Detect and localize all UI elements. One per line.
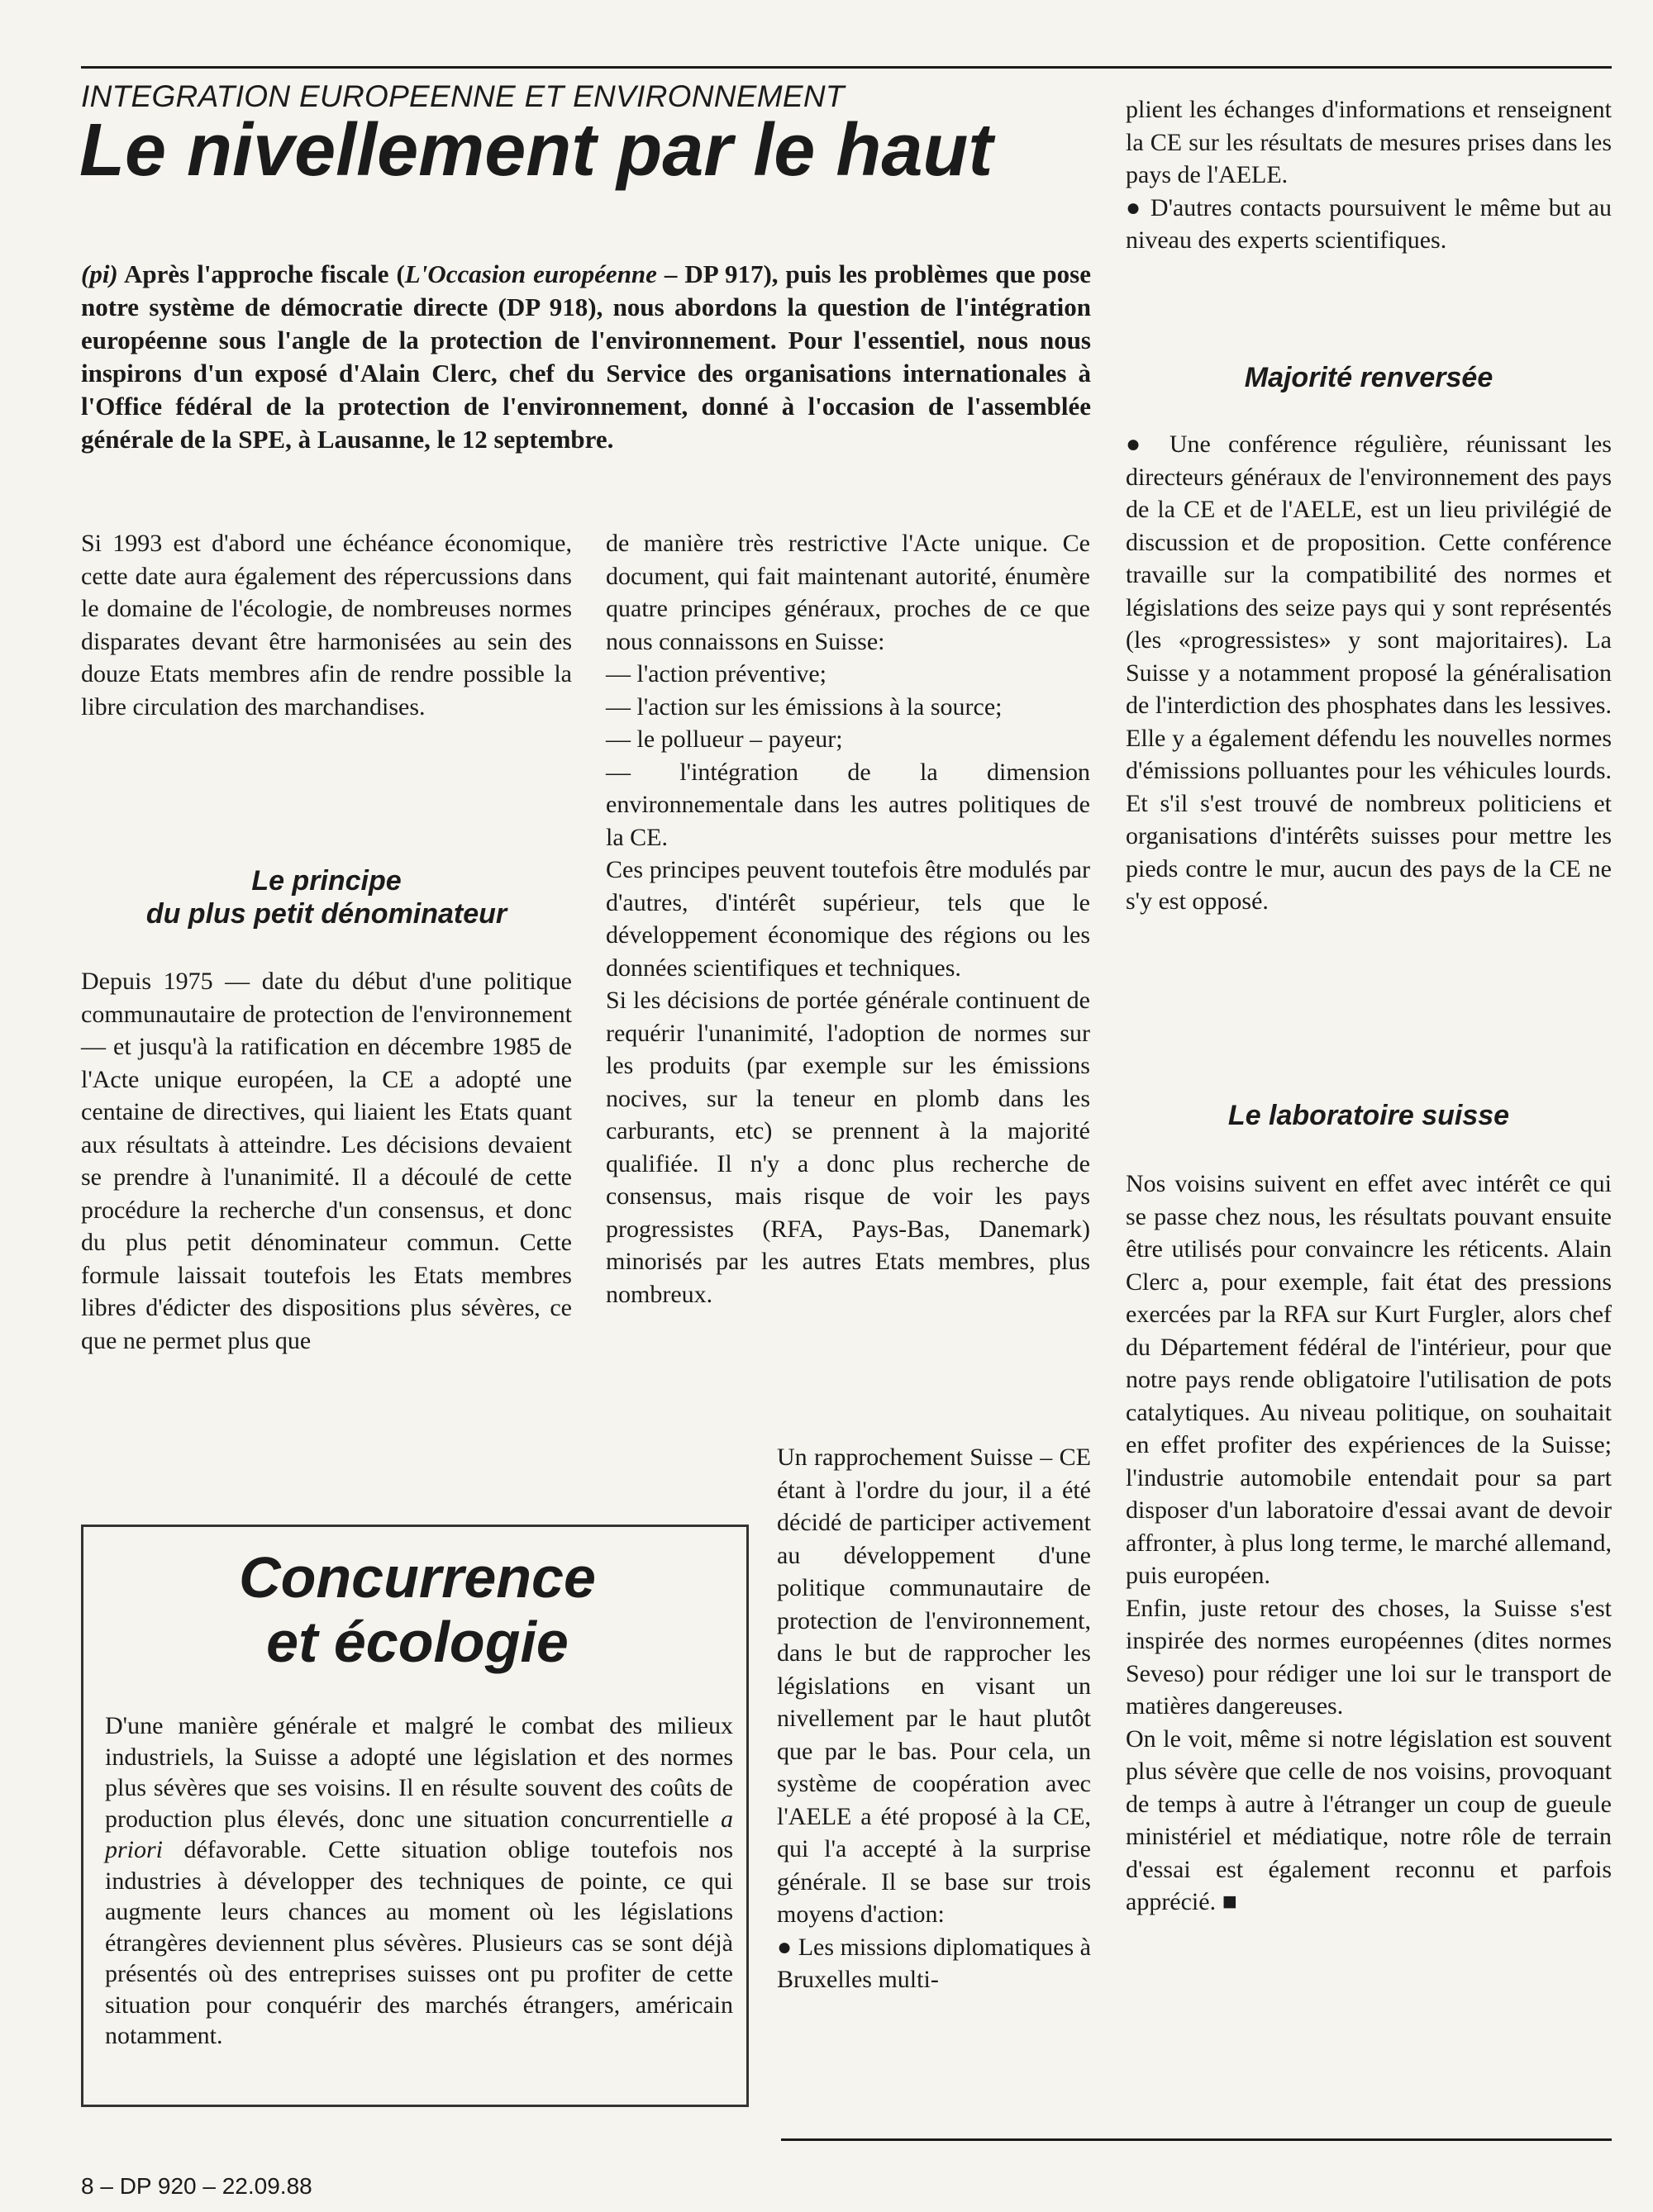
box-title-line: Concurrence (239, 1545, 596, 1610)
column-3-bottom (1126, 1168, 1612, 1919)
paragraph: de manière très restrictive l'Acte unique. Ce document, qui fait maintenant autorité, énumère quatre principes généraux, proches de ce que nous connaissons en Suisse: (606, 530, 1090, 655)
column-2 (606, 527, 1090, 1311)
column-2-continuation (777, 1441, 1091, 1996)
column-1-bottom (81, 965, 572, 1357)
box-title-line: et écologie (266, 1610, 569, 1674)
subheading-line: du plus petit dénominateur (145, 898, 507, 930)
lead-byline: (pi) (81, 259, 118, 288)
box-body (105, 1710, 733, 2052)
column-1-top (81, 527, 572, 723)
kicker: INTEGRATION EUROPEENNE ET ENVIRONNEMENT (81, 79, 845, 113)
paragraph: ● Une conférence régulière, réunissant les directeurs généraux de l'environnement des pays de la CE et de l'AELE, est un lieu privilégié de discussion et de proposition. Cette conférence travaille sur la compatibilité des normes et législations des seize pays qui y sont représentés (les «progressistes» y sont majoritaires). La Suisse y a notamment proposé la généralisation de l'interdiction des phosphates dans les lessives. Elle y a également défendu les nouvelles normes d'émissions polluantes pour les véhicules lourds. Et s'il s'est trouvé de nombreux politiciens et organisations d'intérêts suisses pour mettre les pieds contre le mur, aucun des pays de la CE ne s'y est opposé. (1126, 431, 1612, 915)
page-footer: 8 – DP 920 – 22.09.88 (81, 2173, 312, 2199)
list-item: — l'intégration de la dimension environnementale dans les autres politiques de la CE. (606, 758, 1090, 851)
sidebar-box (81, 1525, 749, 2107)
lead-ref-title: L'Occasion européenne (404, 259, 657, 288)
paragraph: Ces principes peuvent toutefois être modulés par d'autres, d'intérêt supérieur, tels que le développement économique des régions ou les données scientifiques et techniques. (606, 856, 1090, 982)
column-3-middle (1126, 428, 1612, 918)
paragraph: Enfin, juste retour des choses, la Suisse s'est inspirée des normes européennes (dites normes Seveso) pour rédiger une loi sur le transport de matières dangereuses. (1126, 1594, 1612, 1720)
lead-text-1: Après l'approche fiscale ( (117, 259, 405, 288)
box-text-1: D'une manière générale et malgré le combat des milieux industriels, la Suisse a adopté une législation et des normes plus sévères que ses voisins. Il en résulte souvent des coûts de production plus élevés, donc une situation concurrentielle (105, 1712, 733, 1833)
list-item: — le pollueur – payeur; (606, 725, 843, 753)
paragraph: Si 1993 est d'abord une échéance économique, cette date aura également des répercussions dans le domaine de l'écologie, de nombreuses normes disparates devant être harmonisées au sein des douze Etats membres afin de rendre possible la libre circulation des marchandises. (81, 530, 572, 721)
headline: Le nivellement par le haut (79, 109, 993, 192)
top-rule (81, 66, 1612, 69)
lead-text-2: – DP 917), puis les problèmes que pose notre système de démocratie directe (DP 918), nous abordons la question de l'intégration européenne sous l'angle de la protection de l'environnement. Pour l'essentiel, nous nous inspirons d'un exposé d'Alain Clerc, chef du Service des organisations internationales à l'Office fédéral de la protection de l'environnement, donné à l'occasion de l'assemblée générale de la SPE, à Lausanne, le 12 septembre. (81, 259, 1091, 454)
paragraph: plient les échanges d'informations et renseignent la CE sur les résultats de mesures prises dans les pays de l'AELE. (1126, 96, 1612, 188)
subheading-laboratoire: Le laboratoire suisse (1227, 1100, 1510, 1131)
paragraph: ● Les missions diplomatiques à Bruxelles multi- (777, 1933, 1091, 1993)
list-item: — l'action sur les émissions à la source; (606, 692, 1003, 721)
column-3-top (1126, 93, 1612, 257)
subheading-majorite: Majorité renversée (1244, 362, 1493, 393)
paragraph: Un rapprochement Suisse – CE étant à l'ordre du jour, il a été décidé de participer activement au développement d'une politique communautaire de protection de l'environnement, dans le but de rapprocher les législations en visant un nivellement par le haut plutôt que par le bas. Pour cela, un système de coopération avec l'AELE a été proposé à la CE, qui l'a accepté à la surprise générale. Il se base sur trois moyens d'action: (777, 1444, 1091, 1928)
paragraph: Si les décisions de portée générale continuent de requérir l'unanimité, l'adoption de normes sur les produits (par exemple sur les émissions nocives, sur la teneur en plomb dans les carburants, etc) se prennent à la majorité qualifiée. Il n'y a donc plus recherche de consensus, mais risque de voir les pays progressistes (RFA, Pays-Bas, Danemark) minorisés par les autres Etats membres, plus nombreux. (606, 987, 1090, 1308)
paragraph: On le voit, même si notre législation est souvent plus sévère que celle de nos voisins, provoquant de temps à autre à l'étranger un coup de gueule ministériel et médiatique, notre rôle de terrain d'essai est également reconnu et parfois apprécié. ■ (1126, 1724, 1612, 1915)
subheading-principe (81, 864, 572, 930)
box-title (108, 1545, 726, 1674)
paragraph: ● D'autres contacts poursuivent le même but au niveau des experts scientifiques. (1126, 193, 1612, 254)
list-item: — l'action préventive; (606, 660, 826, 687)
box-text-2: défavorable. Cette situation oblige toutefois nos industries à développer des techniques de pointe, ce qui augmente leurs chances au moment où les législations étrangères deviennent plus sévères. Plusieurs cas se sont déjà présentés où des entreprises suisses ont pu profiter de cette situation pour conquérir des marchés étrangers, américain notamment. (105, 1836, 733, 2049)
bottom-rule (781, 2138, 1612, 2141)
paragraph: Nos voisins suivent en effet avec intérêt ce qui se passe chez nous, les résultats pouvant ensuite être utilisés pour convaincre les réticents. Alain Clerc a, pour exemple, fait état des pressions exercées par la RFA sur Kurt Furgler, alors chef du Département fédéral de l'intérieur, pour que notre pays rende obligatoire l'utilisation de pots catalytiques. Au niveau politique, on souhaitait en effet profiter des expériences de la Suisse; l'industrie automobile entendait pour sa part disposer d'un laboratoire d'essai avant de devoir affronter, à plus long terme, le marché allemand, puis européen. (1126, 1170, 1612, 1589)
lead-paragraph (81, 258, 1091, 456)
paragraph: Depuis 1975 — date du début d'une politique communautaire de protection de l'environnement — et jusqu'à la ratification en décembre 1985 de l'Acte unique européen, la CE a adopté une centaine de directives, qui liaient les Etats quant aux résultats à atteindre. Les décisions devaient se prendre à l'unanimité. Il a découlé de cette procédure la recherche d'un consensus, et donc du plus petit dénominateur commun. Cette formule laissait toutefois les Etats membres libres d'édicter des dispositions plus sévères, ce que ne permet plus que (81, 968, 572, 1354)
subheading-line: Le principe (251, 865, 402, 897)
box-emphasis: a priori (105, 1805, 733, 1863)
